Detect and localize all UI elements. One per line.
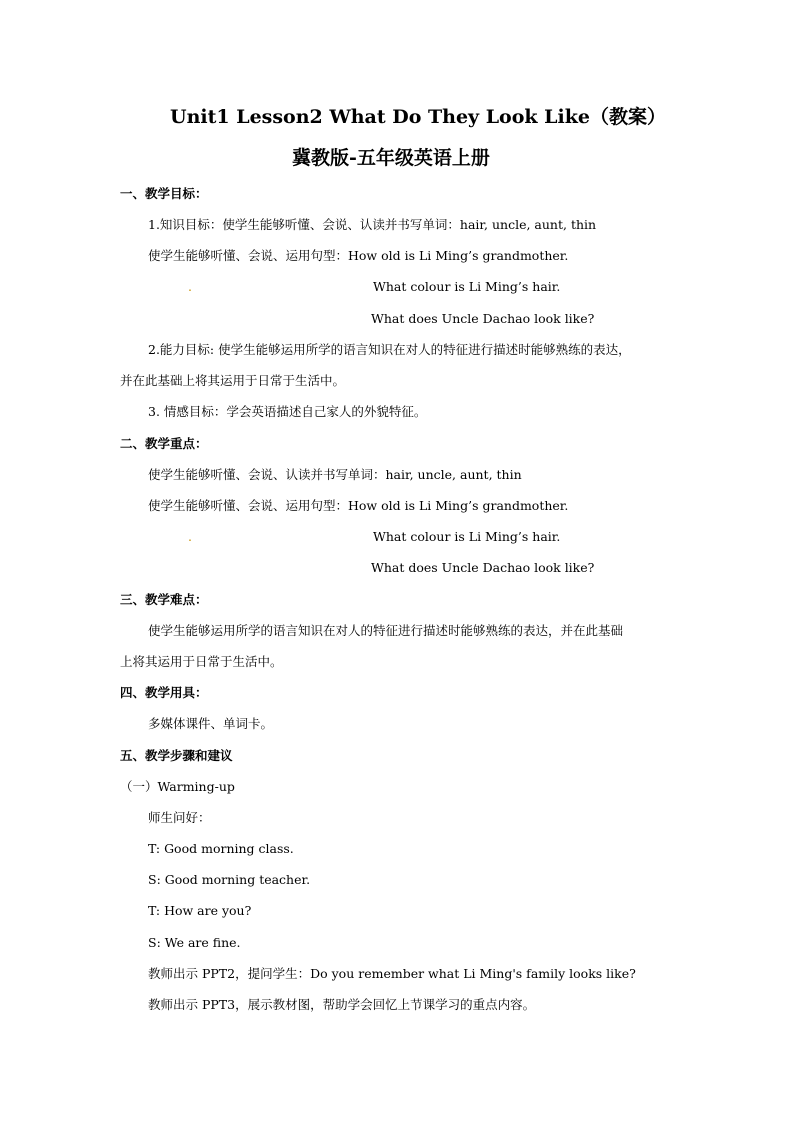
step-warming-up: （一）Warming-up [120,779,235,794]
difficulty-line1: 使学生能够运用所学的语言知识在对人的特征进行描述时能够熟练的表达，并在此基础 [148,623,624,638]
objective-sentence-intro: 使学生能够听懂、会说、运用句型：How old is Li Ming’s grandmother. [148,248,569,263]
section-heading-key-points: 二、教学重点： [120,436,208,451]
objective-ability-line2: 并在此基础上将其运用于日常于生活中。 [120,373,346,388]
sentence-uncle: What does Uncle Dachao look like? [371,311,595,326]
key-point-words: 使学生能够听懂、会说、认读并书写单词：hair, uncle, aunt, thin [148,467,522,482]
section-heading-tools: 四、教学用具： [120,685,208,700]
ppt2-instruction: 教师出示 PPT2，提问学生：Do you remember what Li Ming's family looks like? [148,966,636,981]
document-title: Unit1 Lesson2 What Do They Look Like（教案） [170,106,667,128]
objective-knowledge: 1.知识目标：使学生能够听懂、会说、认读并书写单词：hair, uncle, aunt, thin [148,217,597,232]
dialogue-line: T: Good morning class. [148,841,294,856]
sentence-uncle: What does Uncle Dachao look like? [371,560,595,575]
sentence-colour: What colour is Li Ming’s hair. [373,279,561,294]
sentence-colour: What colour is Li Ming’s hair. [373,529,561,544]
section-heading-objectives: 一、教学目标： [120,186,208,201]
dialogue-line: S: We are fine. [148,935,241,950]
ppt3-instruction: 教师出示 PPT3，展示教材图，帮助学会回忆上节课学习的重点内容。 [148,997,536,1012]
dialogue-line: S: Good morning teacher. [148,872,311,887]
objective-emotion: 3. 情感目标：学会英语描述自己家人的外貌特征。 [148,404,427,419]
difficulty-line2: 上将其运用于日常于生活中。 [120,654,283,669]
section-heading-steps: 五、教学步骤和建议 [120,748,233,763]
section-heading-difficulties: 三、教学难点： [120,592,208,607]
key-point-sentence-intro: 使学生能够听懂、会说、运用句型：How old is Li Ming’s grandmother. [148,498,569,513]
teaching-tools: 多媒体课件、单词卡。 [148,716,274,731]
bullet-dot: . [188,279,192,294]
greeting-label: 师生问好： [148,810,211,825]
bullet-dot: . [188,529,192,544]
document-subtitle: 冀教版-五年级英语上册 [292,147,490,169]
dialogue-line: T: How are you? [148,903,252,918]
objective-ability-line1: 2.能力目标: 使学生能够运用所学的语言知识在对人的特征进行描述时能够熟练的表达， [148,342,631,357]
